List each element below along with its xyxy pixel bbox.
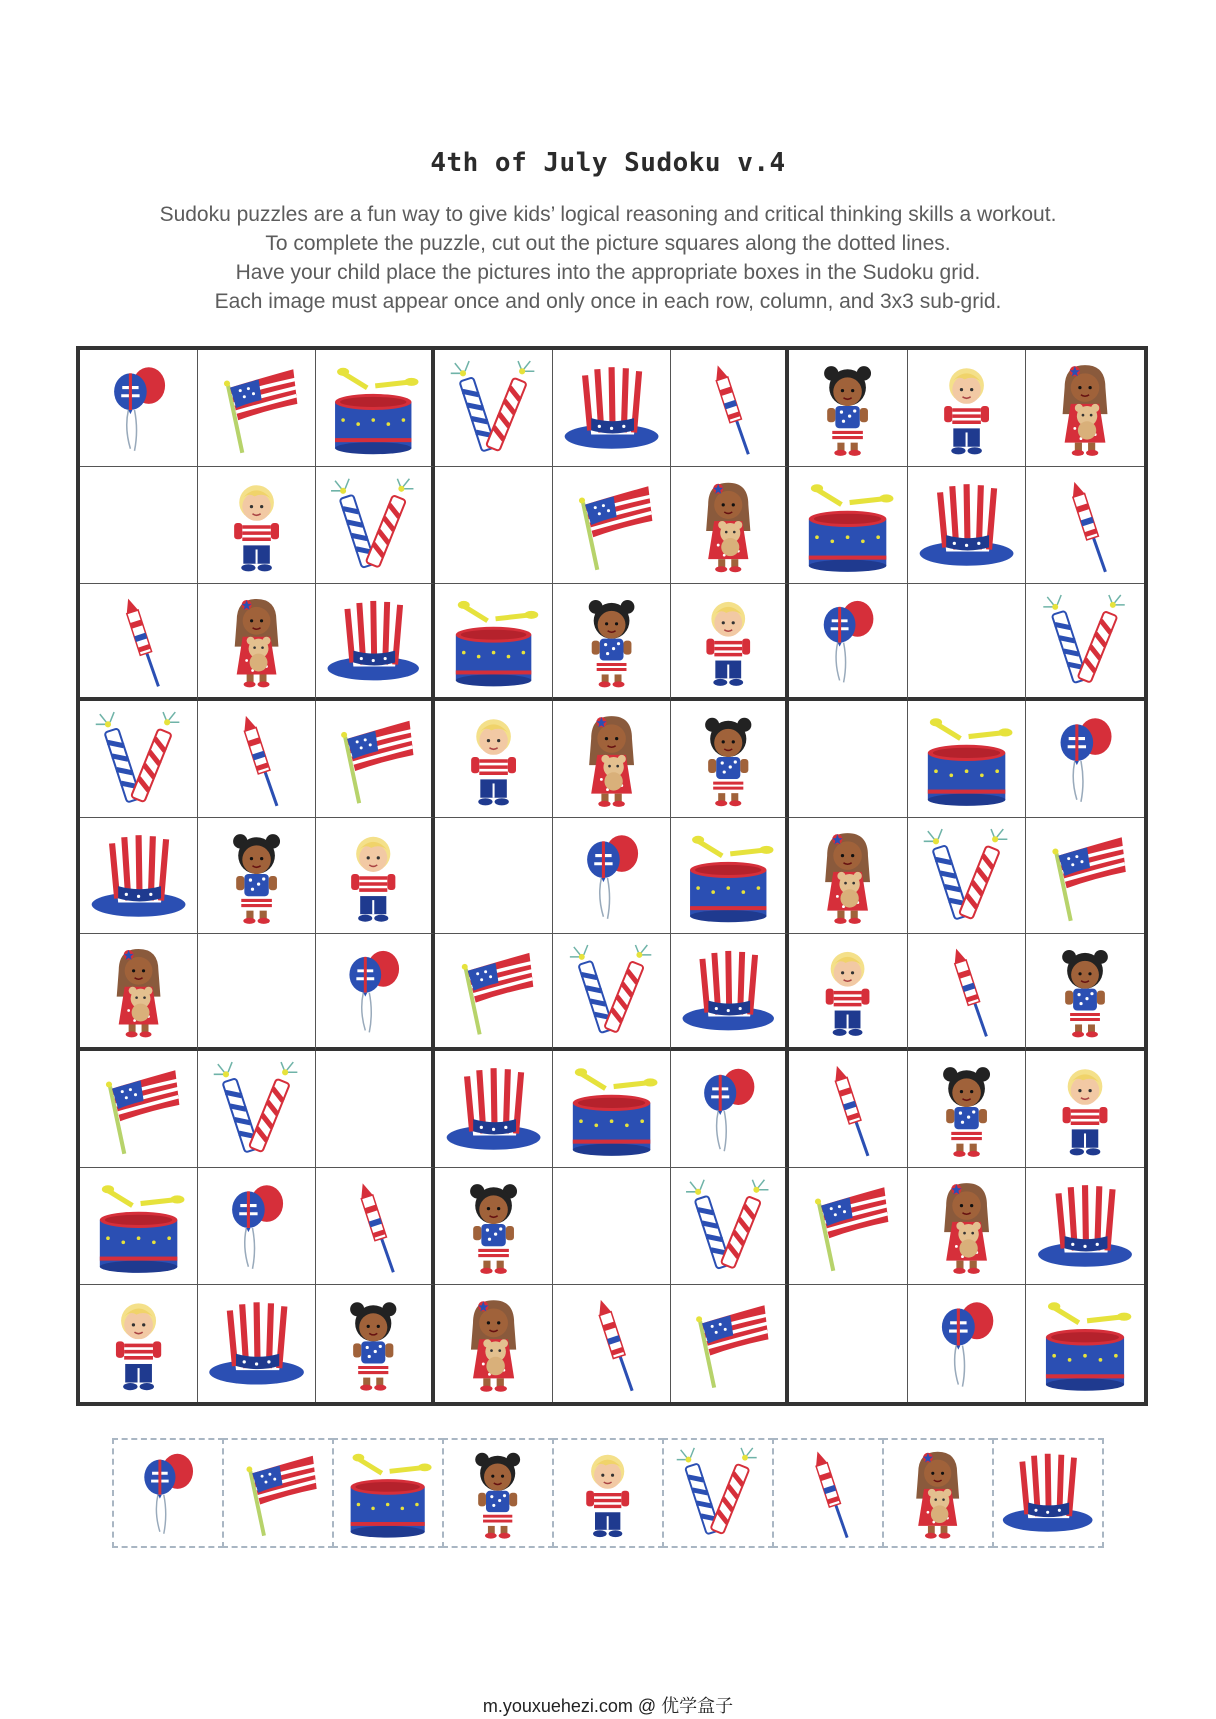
girl-curly-icon	[671, 701, 785, 817]
girl-teddy-icon	[80, 934, 197, 1047]
drum-icon	[1026, 1285, 1144, 1402]
sudoku-cell-r5c9[interactable]	[1026, 818, 1144, 935]
sudoku-cell-r6c5[interactable]	[553, 934, 671, 1051]
cutout-piece-9[interactable]	[992, 1438, 1104, 1548]
sudoku-cell-r7c4[interactable]	[435, 1051, 553, 1168]
instructions	[0, 200, 1216, 316]
sudoku-cell-r2c7[interactable]	[789, 467, 907, 584]
cutout-piece-6[interactable]	[662, 1438, 774, 1548]
girl-teddy-icon	[198, 584, 315, 697]
sudoku-cell-r6c9[interactable]	[1026, 934, 1144, 1051]
drum-icon	[671, 818, 785, 934]
sudoku-cell-r5c3[interactable]	[316, 818, 434, 935]
girl-teddy-icon	[884, 1440, 992, 1546]
uncle-sam-hat-icon	[316, 584, 430, 697]
drum-icon	[334, 1440, 442, 1546]
flag-icon	[1026, 818, 1144, 934]
flag-icon	[789, 1168, 906, 1284]
balloons-icon	[80, 350, 197, 466]
uncle-sam-hat-icon	[994, 1440, 1102, 1546]
sudoku-cell-r3c1[interactable]	[80, 584, 198, 701]
firework-v-icon	[1026, 584, 1144, 697]
sudoku-cell-r4c1[interactable]	[80, 701, 198, 818]
sudoku-cell-r8c9[interactable]	[1026, 1168, 1144, 1285]
girl-curly-icon	[789, 350, 906, 466]
boy-blond-icon	[80, 1285, 197, 1402]
sudoku-cell-r1c7[interactable]	[789, 350, 907, 467]
firework-v-icon	[435, 350, 552, 466]
sudoku-cell-r6c7[interactable]	[789, 934, 907, 1051]
sudoku-cell-r7c3[interactable]	[316, 1051, 434, 1168]
rocket-icon	[908, 934, 1025, 1047]
sudoku-cell-r9c8[interactable]	[908, 1285, 1026, 1402]
sudoku-cell-r7c8[interactable]	[908, 1051, 1026, 1168]
sudoku-cell-r1c1[interactable]	[80, 350, 198, 467]
sudoku-cell-r7c1[interactable]	[80, 1051, 198, 1168]
sudoku-cell-r4c9[interactable]	[1026, 701, 1144, 818]
sudoku-cell-r1c9[interactable]	[1026, 350, 1144, 467]
uncle-sam-hat-icon	[1026, 1168, 1144, 1284]
sudoku-cell-r5c6[interactable]	[671, 818, 789, 935]
girl-curly-icon	[444, 1440, 552, 1546]
cutout-piece-3[interactable]	[332, 1438, 444, 1548]
flag-icon	[198, 350, 315, 466]
sudoku-cell-r5c2[interactable]	[198, 818, 316, 935]
sudoku-cell-r3c6[interactable]	[671, 584, 789, 701]
sudoku-cell-r1c2[interactable]	[198, 350, 316, 467]
sudoku-cell-r9c9[interactable]	[1026, 1285, 1144, 1402]
sudoku-cell-r8c1[interactable]	[80, 1168, 198, 1285]
sudoku-cell-r4c2[interactable]	[198, 701, 316, 818]
boy-blond-icon	[435, 701, 552, 817]
balloons-icon	[789, 584, 906, 697]
sudoku-cell-r2c2[interactable]	[198, 467, 316, 584]
instruction-line: Have your child place the pictures into the appropriate boxes in the Sudoku grid.	[235, 261, 981, 284]
sudoku-cell-r2c1[interactable]	[80, 467, 198, 584]
cutout-piece-7[interactable]	[772, 1438, 884, 1548]
sudoku-cell-r1c6[interactable]	[671, 350, 789, 467]
sudoku-cell-r9c7[interactable]	[789, 1285, 907, 1402]
sudoku-cell-r6c3[interactable]	[316, 934, 434, 1051]
sudoku-cell-r5c8[interactable]	[908, 818, 1026, 935]
rocket-icon	[316, 1168, 430, 1284]
sudoku-cell-r6c8[interactable]	[908, 934, 1026, 1051]
sudoku-cell-r8c2[interactable]	[198, 1168, 316, 1285]
sudoku-cell-r8c8[interactable]	[908, 1168, 1026, 1285]
flag-icon	[80, 1051, 197, 1167]
sudoku-cell-r3c9[interactable]	[1026, 584, 1144, 701]
sudoku-cell-r7c6[interactable]	[671, 1051, 789, 1168]
firework-v-icon	[671, 1168, 785, 1284]
cutout-piece-5[interactable]	[552, 1438, 664, 1548]
sudoku-cell-r4c4[interactable]	[435, 701, 553, 818]
sudoku-cell-r9c1[interactable]	[80, 1285, 198, 1402]
rocket-icon	[774, 1440, 882, 1546]
uncle-sam-hat-icon	[553, 350, 670, 466]
balloons-icon	[553, 818, 670, 934]
sudoku-cell-r5c5[interactable]	[553, 818, 671, 935]
sudoku-cell-r9c4[interactable]	[435, 1285, 553, 1402]
firework-v-icon	[316, 467, 430, 583]
sudoku-cell-r3c5[interactable]	[553, 584, 671, 701]
instruction-line: Each image must appear once and only once in each row, column, and 3x3 sub-grid.	[214, 290, 1002, 313]
firework-v-icon	[198, 1051, 315, 1167]
girl-teddy-icon	[908, 1168, 1025, 1284]
girl-curly-icon	[198, 818, 315, 934]
boy-blond-icon	[1026, 1051, 1144, 1167]
boy-blond-icon	[908, 350, 1025, 466]
sudoku-cell-r1c5[interactable]	[553, 350, 671, 467]
girl-curly-icon	[316, 1285, 430, 1402]
balloons-icon	[114, 1440, 222, 1546]
rocket-icon	[671, 350, 785, 466]
balloons-icon	[908, 1285, 1025, 1402]
sudoku-cell-r7c5[interactable]	[553, 1051, 671, 1168]
girl-teddy-icon	[789, 818, 906, 934]
boy-blond-icon	[789, 934, 906, 1047]
cutout-strip	[114, 1438, 1104, 1548]
sudoku-cell-r3c2[interactable]	[198, 584, 316, 701]
firework-v-icon	[553, 934, 670, 1047]
sudoku-cell-r8c7[interactable]	[789, 1168, 907, 1285]
sudoku-cell-r2c8[interactable]	[908, 467, 1026, 584]
sudoku-cell-r4c8[interactable]	[908, 701, 1026, 818]
flag-icon	[435, 934, 552, 1047]
drum-icon	[553, 1051, 670, 1167]
sudoku-cell-r7c9[interactable]	[1026, 1051, 1144, 1168]
girl-curly-icon	[1026, 934, 1144, 1047]
sudoku-cell-r1c3[interactable]	[316, 350, 434, 467]
sudoku-cell-r2c9[interactable]	[1026, 467, 1144, 584]
sudoku-cell-r4c5[interactable]	[553, 701, 671, 818]
sudoku-cell-r9c3[interactable]	[316, 1285, 434, 1402]
sudoku-cell-r1c8[interactable]	[908, 350, 1026, 467]
sudoku-cell-r7c2[interactable]	[198, 1051, 316, 1168]
rocket-icon	[553, 1285, 670, 1402]
balloons-icon	[1026, 701, 1144, 817]
sudoku-cell-r2c3[interactable]	[316, 467, 434, 584]
firework-v-icon	[80, 701, 197, 817]
sudoku-cell-r4c3[interactable]	[316, 701, 434, 818]
balloons-icon	[671, 1051, 785, 1167]
rocket-icon	[198, 701, 315, 817]
girl-teddy-icon	[1026, 350, 1144, 466]
sudoku-cell-r9c5[interactable]	[553, 1285, 671, 1402]
firework-v-icon	[664, 1440, 772, 1546]
flag-icon	[224, 1440, 332, 1546]
flag-icon	[553, 467, 670, 583]
girl-curly-icon	[435, 1168, 552, 1284]
drum-icon	[908, 701, 1025, 817]
drum-icon	[435, 584, 552, 697]
instruction-line: To complete the puzzle, cut out the picture squares along the dotted lines.	[265, 232, 951, 255]
sudoku-cell-r8c3[interactable]	[316, 1168, 434, 1285]
cutout-piece-1[interactable]	[112, 1438, 224, 1548]
sudoku-cell-r3c3[interactable]	[316, 584, 434, 701]
footer-watermark: m.youxuehezi.com @ 优学盒子	[482, 1696, 734, 1716]
drum-icon	[789, 467, 906, 583]
drum-icon	[80, 1168, 197, 1284]
girl-teddy-icon	[553, 701, 670, 817]
sudoku-cell-r2c5[interactable]	[553, 467, 671, 584]
balloons-icon	[198, 1168, 315, 1284]
sudoku-cell-r6c2[interactable]	[198, 934, 316, 1051]
sudoku-cell-r4c7[interactable]	[789, 701, 907, 818]
sudoku-cell-r5c4[interactable]	[435, 818, 553, 935]
uncle-sam-hat-icon	[435, 1051, 552, 1167]
sudoku-cell-r9c6[interactable]	[671, 1285, 789, 1402]
sudoku-cell-r2c4[interactable]	[435, 467, 553, 584]
sudoku-cell-r5c1[interactable]	[80, 818, 198, 935]
sudoku-cell-r3c8[interactable]	[908, 584, 1026, 701]
page-title: 4th of July Sudoku v.4	[430, 148, 786, 178]
girl-curly-icon	[908, 1051, 1025, 1167]
sudoku-grid	[76, 346, 1148, 1406]
sudoku-cell-r5c7[interactable]	[789, 818, 907, 935]
sudoku-cell-r8c6[interactable]	[671, 1168, 789, 1285]
girl-teddy-icon	[435, 1285, 552, 1402]
rocket-icon	[789, 1051, 906, 1167]
sudoku-cell-r7c7[interactable]	[789, 1051, 907, 1168]
instruction-line: Sudoku puzzles are a fun way to give kids’ logical reasoning and critical thinking skills a workout.	[159, 203, 1057, 226]
sudoku-cell-r6c1[interactable]	[80, 934, 198, 1051]
sudoku-cell-r8c4[interactable]	[435, 1168, 553, 1285]
balloons-icon	[316, 934, 430, 1047]
rocket-icon	[80, 584, 197, 697]
sudoku-cell-r4c6[interactable]	[671, 701, 789, 818]
sudoku-cell-r3c7[interactable]	[789, 584, 907, 701]
boy-blond-icon	[198, 467, 315, 583]
boy-blond-icon	[316, 818, 430, 934]
boy-blond-icon	[554, 1440, 662, 1546]
sudoku-cell-r1c4[interactable]	[435, 350, 553, 467]
sudoku-cell-r3c4[interactable]	[435, 584, 553, 701]
cutout-piece-8[interactable]	[882, 1438, 994, 1548]
firework-v-icon	[908, 818, 1025, 934]
girl-teddy-icon	[671, 467, 785, 583]
cutout-piece-2[interactable]	[222, 1438, 334, 1548]
sudoku-cell-r6c6[interactable]	[671, 934, 789, 1051]
sudoku-cell-r2c6[interactable]	[671, 467, 789, 584]
sudoku-cell-r9c2[interactable]	[198, 1285, 316, 1402]
sudoku-cell-r6c4[interactable]	[435, 934, 553, 1051]
boy-blond-icon	[671, 584, 785, 697]
uncle-sam-hat-icon	[80, 818, 197, 934]
uncle-sam-hat-icon	[671, 934, 785, 1047]
uncle-sam-hat-icon	[198, 1285, 315, 1402]
flag-icon	[671, 1285, 785, 1402]
uncle-sam-hat-icon	[908, 467, 1025, 583]
girl-curly-icon	[553, 584, 670, 697]
sudoku-cell-r8c5[interactable]	[553, 1168, 671, 1285]
drum-icon	[316, 350, 430, 466]
flag-icon	[316, 701, 430, 817]
cutout-piece-4[interactable]	[442, 1438, 554, 1548]
rocket-icon	[1026, 467, 1144, 583]
